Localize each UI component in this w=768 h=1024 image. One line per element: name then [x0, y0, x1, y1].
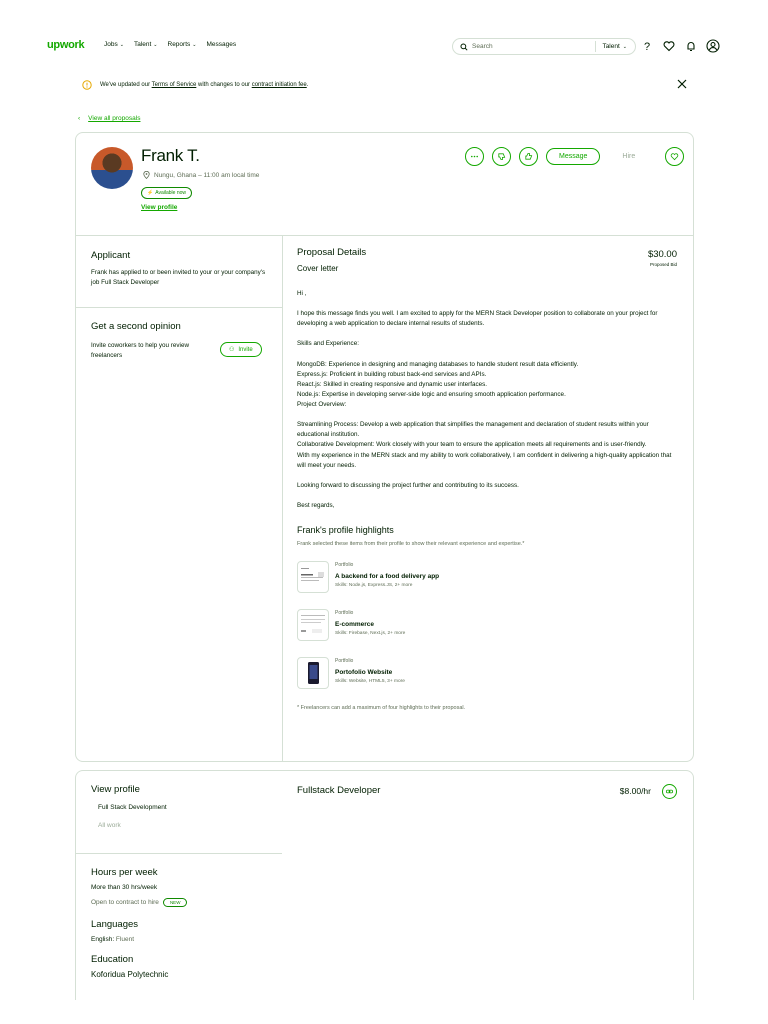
- portfolio-name[interactable]: E-commerce: [335, 621, 375, 629]
- invite-label: Invite: [238, 346, 253, 353]
- view-all-proposals-link[interactable]: View all proposals: [88, 115, 141, 122]
- language-name: English:: [91, 936, 115, 943]
- portfolio-preview-image: [298, 562, 328, 592]
- portfolio-thumbnail: [297, 657, 329, 689]
- applicant-section: [91, 250, 271, 288]
- school-name: Koforidua Polytechnic: [91, 970, 169, 979]
- highlights-subtitle: Frank selected these items from their profile to show their relevant experience and expertise.*: [297, 541, 525, 548]
- portfolio-type: Portfolio: [335, 610, 354, 617]
- more-horizontal-icon: [470, 152, 479, 161]
- chevron-down-icon: ⌄: [622, 43, 627, 50]
- portfolio-info: [335, 609, 405, 636]
- language-level: Fluent: [114, 936, 134, 943]
- cover-letter-heading: Cover letter: [297, 264, 339, 273]
- heart-icon[interactable]: [662, 39, 676, 53]
- hourly-rate: $8.00/hr: [619, 786, 651, 796]
- dislike-button[interactable]: [492, 147, 511, 166]
- search-type-dropdown[interactable]: [596, 43, 635, 50]
- availability-badge: [141, 187, 192, 199]
- all-work-tab[interactable]: All work: [98, 822, 121, 829]
- banner-prefix: We've updated our: [100, 82, 152, 88]
- help-icon[interactable]: [640, 39, 654, 53]
- proposal-card: [75, 132, 694, 762]
- like-button[interactable]: [519, 147, 538, 166]
- top-nav: [0, 30, 768, 62]
- chevron-left-icon: ‹: [78, 115, 81, 122]
- column-divider: [282, 235, 283, 762]
- invite-button[interactable]: [220, 342, 262, 357]
- letter-paragraph: Streamlining Process: Develop a web application that simplifies the management and declaration of student results within your educational institution. Collaborative Development: Work closely with your team to ensure the application meets all requirements and is user-friendly. With my experience in the MERN stack and my ability to work collaboratively, I am confident in delivering a high-quality application that will meet your needs.: [297, 421, 672, 469]
- header-divider: [76, 235, 693, 236]
- save-button[interactable]: [665, 147, 684, 166]
- hire-button[interactable]: Hire: [622, 153, 636, 160]
- nav-jobs-label: Jobs: [104, 41, 118, 48]
- back-to-proposals[interactable]: [78, 115, 140, 122]
- profile-card: [75, 770, 694, 1000]
- svg-text:?: ?: [644, 41, 651, 53]
- notification-bell-icon[interactable]: [684, 39, 698, 53]
- left-section-divider: [76, 853, 282, 854]
- highlights-note: * Freelancers can add a maximum of four highlights to their proposal.: [297, 705, 466, 712]
- letter-paragraph: Looking forward to discussing the project further and contributing to its success.: [297, 481, 519, 489]
- proposal-heading: Proposal Details: [297, 247, 367, 258]
- portfolio-skills: Skills: Node.js, Express.JS, 2+ more: [335, 583, 413, 589]
- contract-fee-link[interactable]: contract initiation fee: [251, 82, 307, 88]
- search-input[interactable]: Search: [472, 43, 493, 50]
- letter-paragraph: Best regards,: [297, 501, 335, 509]
- languages-heading: Languages: [91, 919, 139, 930]
- letter-paragraph: Hi ,: [297, 290, 307, 297]
- freelancer-name: Frank T.: [141, 146, 200, 165]
- specialized-profile-tab[interactable]: Full Stack Development: [98, 804, 167, 811]
- close-icon[interactable]: [676, 78, 688, 90]
- view-profile-link[interactable]: [141, 204, 177, 211]
- proposal-details: [297, 247, 679, 711]
- nav-icons: [640, 39, 720, 53]
- proposed-bid: [648, 249, 677, 267]
- portfolio-type: Portfolio: [335, 658, 354, 665]
- portfolio-thumbnail: [297, 561, 329, 593]
- search-bar[interactable]: [452, 38, 636, 55]
- portfolio-preview-image: [298, 610, 328, 640]
- search-icon: [460, 43, 468, 51]
- letter-paragraph: MongoDB: Experience in designing and managing databases to handle student result data efficiently. Express.js: Proficient in building robust back-end services and APIs. React.js: Skilled in creating responsive and dynamic user interfaces. Node.js: Expertise in developing server-side logic and ensuring smooth application performance. Project Overview:: [297, 360, 579, 409]
- view-profile-heading: View profile: [91, 784, 140, 795]
- new-badge: NEW: [163, 898, 188, 907]
- user-avatar-icon[interactable]: [706, 39, 720, 53]
- cover-letter: [297, 289, 679, 511]
- more-options-button[interactable]: [465, 147, 484, 166]
- language-entry: [91, 936, 187, 943]
- location-pin-icon: [143, 171, 150, 179]
- profile-highlights: [297, 525, 679, 711]
- banner-text: [100, 82, 308, 88]
- info-warning-icon: [82, 80, 92, 90]
- profile-title: Fullstack Developer: [297, 785, 381, 796]
- portfolio-info: [335, 657, 405, 684]
- heart-icon: [670, 152, 679, 161]
- second-opinion-section: [91, 321, 221, 361]
- left-section-divider: [76, 307, 282, 308]
- portfolio-item[interactable]: [297, 657, 679, 691]
- portfolio-item[interactable]: [297, 609, 679, 643]
- applicant-heading: Applicant: [91, 250, 131, 261]
- nav-messages[interactable]: Messages: [206, 41, 237, 48]
- portfolio-name[interactable]: A backend for a food delivery app: [335, 573, 440, 581]
- portfolio-item[interactable]: [297, 561, 679, 595]
- link-icon: [665, 787, 674, 796]
- thumbs-up-icon: [524, 152, 533, 161]
- profile-nav: [91, 784, 167, 829]
- banner-suffix: .: [306, 82, 309, 88]
- nav-talent-label: Talent: [133, 41, 152, 48]
- proposal-actions: [465, 147, 684, 166]
- location-text: Nungu, Ghana – 11:00 am local time: [154, 171, 260, 179]
- highlights-heading: Frank's profile highlights: [297, 525, 394, 536]
- nav-talent[interactable]: [134, 41, 158, 48]
- letter-paragraph: I hope this message finds you well. I am excited to apply for the MERN Stack Developer position to collaborate on your project for developing a web application to declare internal results of students.: [297, 310, 658, 328]
- search-type-label: Talent: [602, 43, 620, 50]
- bid-label: Proposed Bid: [649, 262, 677, 267]
- nav-jobs[interactable]: [104, 41, 124, 48]
- chevron-down-icon: ⌄: [119, 41, 124, 48]
- portfolio-skills: Skills: Firebase, Next.js, 2+ more: [335, 631, 406, 637]
- upwork-logo[interactable]: upwork: [47, 39, 85, 51]
- nav-reports-label: Reports: [167, 41, 191, 48]
- message-button[interactable]: Message: [546, 148, 600, 165]
- thumbs-down-icon: [497, 152, 506, 161]
- applicant-text: Frank has applied to or been invited to your or your company's job Full Stack Developer: [91, 269, 266, 286]
- bid-amount: $30.00: [647, 249, 677, 260]
- freelancer-avatar[interactable]: [91, 147, 133, 189]
- add-user-icon: ⚇: [229, 347, 235, 353]
- second-opinion-heading: Get a second opinion: [91, 321, 181, 332]
- copy-link-button[interactable]: [662, 784, 677, 799]
- education-heading: Education: [91, 954, 134, 965]
- contract-to-hire-text: Open to contract to hire: [91, 899, 159, 907]
- tos-banner: [82, 78, 688, 92]
- portfolio-name[interactable]: Portofolio Website: [335, 669, 393, 677]
- hours-heading: Hours per week: [91, 867, 158, 878]
- terms-of-service-link[interactable]: Terms of Service: [151, 82, 197, 88]
- nav-links: [104, 41, 236, 48]
- portfolio-type: Portfolio: [335, 562, 354, 569]
- hours-value: More than 30 hrs/week: [91, 884, 158, 891]
- contract-to-hire: [91, 898, 187, 907]
- nav-reports[interactable]: [168, 41, 197, 48]
- portfolio-info: [335, 561, 439, 588]
- portfolio-thumbnail: [297, 609, 329, 641]
- portfolio-skills: Skills: Website, HTML5, 3+ more: [335, 679, 405, 685]
- chevron-down-icon: ⌄: [192, 41, 197, 48]
- hours-section: [91, 867, 187, 979]
- chevron-down-icon: ⌄: [153, 41, 158, 48]
- freelancer-location: [143, 171, 259, 179]
- letter-paragraph: Skills and Experience:: [297, 340, 359, 348]
- second-opinion-text: Invite coworkers to help you review freelancers: [91, 342, 189, 359]
- banner-middle: with changes to our: [196, 82, 252, 88]
- lightning-icon: ⚡: [147, 190, 154, 196]
- availability-text: Available now: [155, 190, 186, 196]
- view-profile-label: View profile: [141, 204, 178, 211]
- portfolio-preview-image: [298, 658, 328, 688]
